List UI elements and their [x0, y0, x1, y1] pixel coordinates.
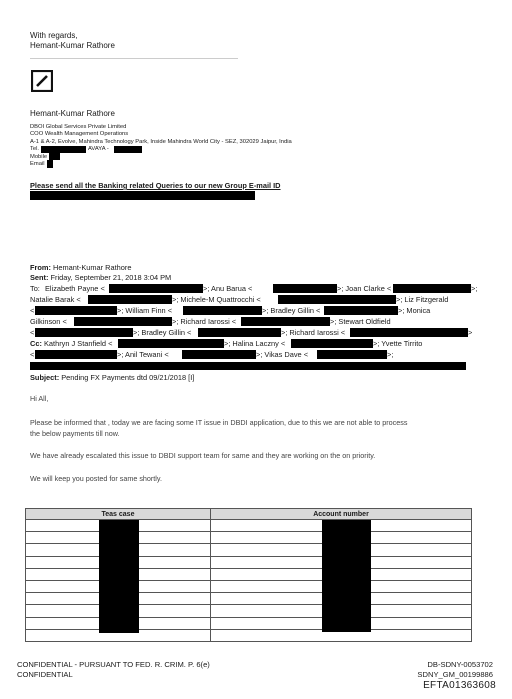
greeting: Hi All, [30, 394, 49, 403]
divider [30, 58, 238, 59]
recipient-text: >; Stewart Oldfield [330, 317, 391, 326]
body-paragraph-2: We have already escalated this issue to DBDI support team for same and they are working on the on priority. [30, 451, 376, 460]
redaction-block [324, 306, 398, 315]
recipient-text: >; William Finn < [117, 306, 173, 315]
redaction-block [88, 295, 172, 304]
company-name: DBOI Global Services Private Limited [30, 124, 127, 130]
recipient-text: >; Michele-M Quattrocchi < [172, 295, 261, 304]
column-header-account-number: Account number [211, 509, 472, 520]
to-label: To: [30, 284, 40, 293]
table-row [26, 617, 472, 629]
footer-bates-sdny: SDNY_GM_00199886 [417, 670, 493, 679]
redaction-block [35, 328, 133, 337]
table-header-row [26, 509, 472, 520]
table-row [26, 605, 472, 617]
email-label: Email [30, 161, 45, 167]
body-paragraph-1-cont: the below payments till now. [30, 429, 120, 438]
table-row [26, 568, 472, 580]
redaction-block [35, 350, 117, 359]
mobile-label: Mobile [30, 153, 48, 160]
tel-label: Tel. [30, 146, 40, 152]
recipient-text: Natalie Barak < [30, 295, 81, 304]
footer-bates-db: DB-SDNY-0053702 [427, 660, 493, 669]
redaction-block [30, 191, 255, 200]
table-row [26, 532, 472, 544]
recipient-text: >; Richard Iarossi < [281, 328, 346, 337]
closing-text: With regards, [30, 31, 78, 40]
sent-line: Sent: Friday, September 21, 2018 3:04 PM [30, 273, 172, 282]
recipient-text: >; Bradley Gillin < [133, 328, 192, 337]
redaction-block [241, 317, 330, 326]
redaction-block [74, 317, 172, 326]
body-paragraph-3: We will keep you posted for same shortly. [30, 474, 162, 483]
recipient-text: < [30, 328, 35, 337]
redaction-block [109, 284, 203, 293]
redaction-block [273, 284, 337, 293]
redaction-block [35, 306, 117, 315]
cc-recipient-text: >; [387, 350, 394, 359]
redaction-block [278, 295, 396, 304]
redaction-block [322, 520, 371, 632]
payments-table [25, 508, 472, 642]
recipient-text: >; Anu Barua < [203, 284, 253, 293]
table-row [26, 629, 472, 641]
redaction-block [99, 520, 139, 633]
cc-label: Cc: [30, 339, 42, 348]
column-header-teas-case: Teas case [26, 509, 211, 520]
sender-name-top: Hemant-Kumar Rathore [30, 41, 115, 50]
tel-extra: AVAYA - [88, 146, 109, 152]
footer-efta-id: EFTA01363608 [423, 680, 496, 691]
sender-name: Hemant-Kumar Rathore [30, 109, 115, 118]
table-row [26, 556, 472, 568]
footer-confidential-notice: CONFIDENTIAL - PURSUANT TO FED. R. CRIM. P. 6(e) [17, 660, 210, 669]
deutsche-bank-logo [31, 70, 53, 92]
redaction-block [49, 153, 60, 160]
footer-confidential: CONFIDENTIAL [17, 670, 73, 679]
body-paragraph-1: Please be informed that , today we are facing some IT issue in DBDI application, due to this we are not able to process [30, 418, 408, 427]
redaction-block [317, 350, 387, 359]
table-row [26, 593, 472, 605]
subject-line: Subject: Pending FX Payments dtd 09/21/2018 [I] [30, 373, 195, 382]
cc-recipient-text: >; Anil Tewani < [117, 350, 169, 359]
redaction-block [41, 146, 86, 153]
redaction-block [114, 146, 142, 153]
from-line: From: Hemant-Kumar Rathore [30, 263, 132, 272]
cc-recipient-text: >; Vikas Dave < [256, 350, 309, 359]
recipient-text: > [468, 328, 473, 337]
recipient-text: >; Richard Iarossi < [172, 317, 237, 326]
recipient-text: Elizabeth Payne < [45, 284, 105, 293]
recipient-text: >; Joan Clarke < [337, 284, 392, 293]
table-row [26, 580, 472, 592]
table-row [26, 520, 472, 532]
recipient-text: >; Liz Fitzgerald [396, 295, 449, 304]
redaction-block [198, 328, 281, 337]
department-name: COO Wealth Management Operations [30, 131, 129, 137]
recipient-text: >; Bradley Gillin < [262, 306, 321, 315]
redaction-block [350, 328, 468, 337]
redaction-block [182, 350, 256, 359]
redaction-block [393, 284, 471, 293]
cc-recipient-text: >; Halina Laczny < [224, 339, 286, 348]
recipient-text: >; Monica [398, 306, 431, 315]
table-row [26, 544, 472, 556]
recipient-text: < [30, 306, 35, 315]
office-address: A-1 & A-2, Evolve, Mahindra Technology Park, Inside Mahindra World City - SEZ, 302029 Jaipur, India [30, 138, 292, 145]
redaction-block [30, 362, 466, 370]
cc-recipient-text: >; Yvette Tirrito [373, 339, 423, 348]
recipient-text: Gilkinson < [30, 317, 67, 326]
redaction-block [291, 339, 373, 348]
redaction-block [47, 160, 53, 168]
cc-recipient-text: Kathryn J Stanfield < [44, 339, 113, 348]
redaction-block [183, 306, 262, 315]
cc-recipient-text: < [30, 350, 35, 359]
group-email-notice: Please send all the Banking related Queries to our new Group E-mail ID [30, 181, 281, 190]
redaction-block [118, 339, 224, 348]
recipient-text: >; [471, 284, 478, 293]
